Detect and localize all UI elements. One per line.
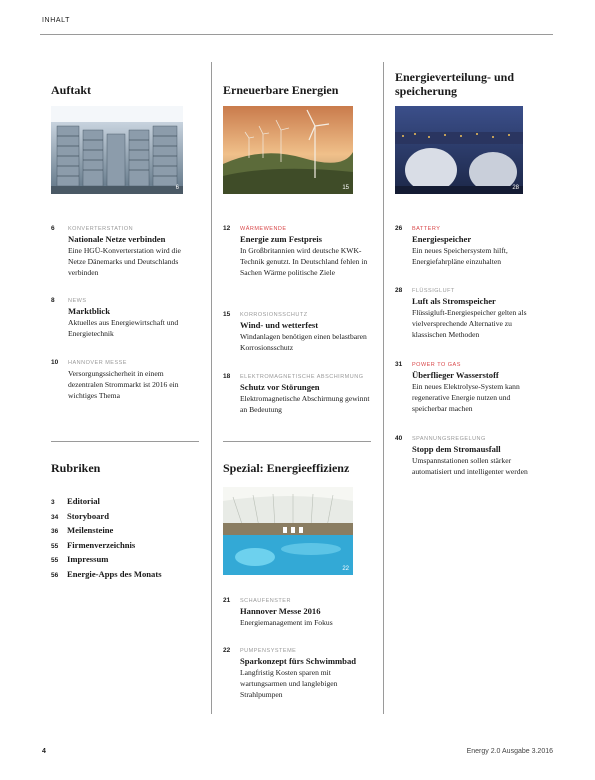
image-page-number: 15	[342, 185, 349, 191]
entry-page-number: 8	[51, 297, 55, 304]
entry-description: Ein neues Speichersystem hilft, Energiefahrpläne einzuhalten	[412, 246, 508, 266]
entry-category: KORROSIONSSCHUTZ	[240, 312, 308, 318]
entry-description: Langfristig Kosten sparen mit wartungsarmen und langlebigen Strahlpumpen	[240, 668, 338, 699]
entry-page-number: 18	[223, 373, 231, 380]
top-rule	[40, 34, 553, 35]
column-title-auftakt: Auftakt	[51, 83, 92, 97]
rubrik-label: Energie-Apps des Monats	[67, 568, 162, 579]
list-item[interactable]	[223, 225, 371, 278]
wind-turbines-illustration	[223, 106, 353, 194]
list-item[interactable]	[395, 225, 543, 267]
image-page-number: 28	[512, 185, 519, 191]
entry-description: Umspannstationen sollen stärker automatisiert und intelligenter werden	[412, 456, 528, 476]
list-item[interactable]	[395, 361, 543, 414]
entry-category: FLÜSSIGLUFT	[412, 288, 455, 294]
image-page-number: 22	[342, 566, 349, 572]
rubriken-list	[51, 495, 162, 582]
rubrik-item[interactable]	[51, 495, 162, 510]
entry-category: HANNOVER MESSE	[68, 360, 127, 366]
entry-page-number: 6	[51, 225, 55, 232]
entry-description: Versorgungssicherheit in einem dezentralen Strommarkt ist 2016 ein wichtiges Thema	[68, 369, 179, 400]
entry-category: SPANNUNGSREGELUNG	[412, 436, 486, 442]
entry-title: Schutz vor Störungen	[240, 382, 320, 392]
spezial-title: Spezial: Energieeffizienz	[223, 461, 350, 475]
entry-description: Ein neues Elektrolyse-System kann regenerative Energie nutzen und speicherbar machen	[412, 382, 520, 413]
entry-page-number: 21	[223, 597, 231, 604]
rubrik-item[interactable]	[51, 553, 162, 568]
page-number: 4	[42, 748, 46, 755]
list-item[interactable]	[223, 597, 371, 628]
entry-description: In Großbritannien wird deutsche KWK-Technik genutzt. In Deutschland fehlen in Sachen Wärme politische Ziele	[240, 246, 368, 277]
entry-category: WÄRMEWENDE	[240, 226, 287, 232]
rubrik-item[interactable]	[51, 524, 162, 539]
section-label: INHALT	[42, 17, 70, 24]
rubrik-page-number: 55	[51, 557, 59, 564]
list-item[interactable]	[223, 647, 371, 700]
rubrik-label: Editorial	[67, 496, 100, 506]
rubrik-item[interactable]	[51, 539, 162, 554]
entry-description: Windanlagen benötigen einen belastbaren Korrosionsschutz	[240, 332, 367, 352]
rubrik-label: Meilensteine	[67, 525, 114, 535]
entry-category: PUMPENSYSTEME	[240, 648, 297, 654]
entry-description: Flüssigluft-Energiespeicher gelten als vielversprechende Alternative zu klassischen Methoden	[412, 308, 527, 339]
entry-page-number: 40	[395, 435, 403, 442]
entry-description: Eine HGÜ-Konverterstation wird die Netze Dänemarks und Deutschlands verbinden	[68, 246, 181, 277]
entry-title: Energiespeicher	[412, 234, 472, 244]
auftakt-image[interactable]	[51, 106, 183, 194]
column-divider-right	[383, 62, 384, 714]
rubrik-label: Storyboard	[67, 510, 110, 521]
spezial-image[interactable]	[223, 487, 353, 575]
rubrik-label: Impressum	[67, 554, 109, 564]
section-divider	[223, 441, 371, 442]
entry-category: KONVERTERSTATION	[68, 226, 134, 232]
list-item[interactable]	[395, 435, 543, 477]
energieverteilung-image[interactable]	[395, 106, 523, 194]
magazine-issue: Energy 2.0 Ausgabe 3.2016	[466, 748, 553, 755]
rubrik-page-number: 36	[51, 528, 59, 535]
entry-page-number: 12	[223, 225, 231, 232]
entry-title: Stopp dem Stromausfall	[412, 444, 501, 454]
entry-category: NEWS	[68, 298, 87, 304]
entry-title: Hannover Messe 2016	[240, 606, 321, 616]
entry-page-number: 10	[51, 359, 59, 366]
entry-description: Elektromagnetische Abschirmung gewinnt an Bedeutung	[240, 394, 370, 414]
entry-description: Aktuelles aus Energiewirtschaft und Energietechnik	[68, 318, 179, 338]
rubrik-item[interactable]	[51, 568, 162, 583]
entry-title: Sparkonzept fürs Schwimmbad	[240, 656, 357, 666]
converter-hall-illustration	[51, 106, 183, 194]
entry-title: Energie zum Festpreis	[240, 234, 322, 244]
entry-page-number: 31	[395, 361, 403, 368]
rubrik-page-number: 34	[51, 513, 59, 521]
entry-category: POWER TO GAS	[412, 362, 461, 368]
image-page-number: 6	[175, 185, 179, 191]
entry-page-number: 22	[223, 647, 231, 654]
gas-storage-illustration	[395, 106, 523, 194]
entry-category: ELEKTROMAGNETISCHE ABSCHIRMUNG	[240, 374, 364, 380]
list-item[interactable]	[223, 311, 371, 353]
column-title-energieverteilung: Energieverteilung- und speicherung	[395, 70, 514, 98]
erneuerbare-image[interactable]	[223, 106, 353, 194]
entry-description: Energiemanagement im Fokus	[240, 618, 333, 627]
entry-category: BATTERY	[412, 226, 441, 232]
entry-page-number: 26	[395, 225, 403, 232]
section-divider	[51, 441, 199, 442]
entry-page-number: 28	[395, 287, 403, 294]
entry-page-number: 15	[223, 311, 231, 318]
entry-title: Nationale Netze verbinden	[68, 234, 166, 244]
rubrik-page-number: 55	[51, 542, 59, 550]
entry-title: Luft als Stromspeicher	[412, 296, 496, 306]
rubrik-page-number: 3	[51, 499, 55, 506]
rubrik-label: Firmenverzeichnis	[67, 539, 136, 550]
entry-title: Marktblick	[68, 306, 111, 316]
rubrik-item[interactable]	[51, 510, 162, 525]
list-item[interactable]	[51, 359, 199, 401]
column-divider-left	[211, 62, 212, 714]
list-item[interactable]	[51, 225, 199, 278]
swimming-pool-illustration	[223, 487, 353, 575]
column-title-erneuerbare: Erneuerbare Energien	[223, 83, 339, 97]
rubriken-title: Rubriken	[51, 461, 101, 475]
entry-category: SCHAUFENSTER	[240, 598, 291, 604]
entry-title: Wind- und wetterfest	[240, 320, 319, 330]
list-item[interactable]	[395, 287, 543, 340]
rubrik-page-number: 56	[51, 571, 59, 579]
list-item[interactable]	[51, 297, 199, 339]
list-item[interactable]	[223, 373, 371, 415]
entry-title: Überflieger Wasserstoff	[412, 370, 499, 380]
